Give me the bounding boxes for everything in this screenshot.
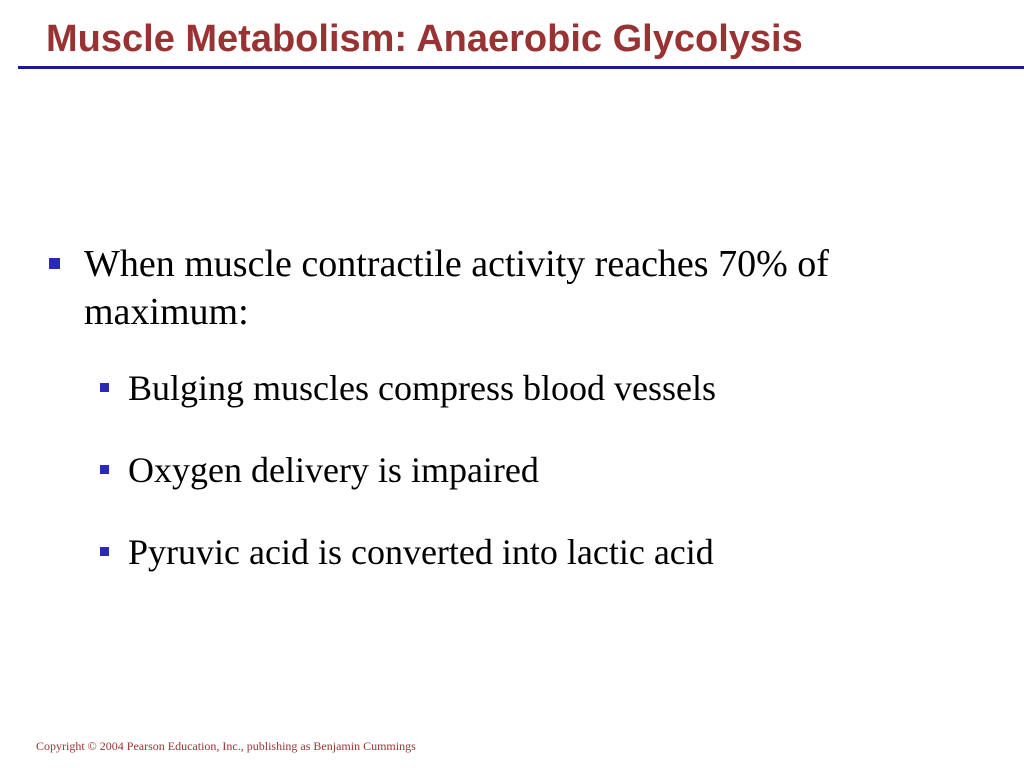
bullet-list [0, 240, 1024, 574]
slide-title: Muscle Metabolism: Anaerobic Glycolysis [46, 18, 803, 60]
copyright-footer: Copyright © 2004 Pearson Education, Inc., publishing as Benjamin Cummings [36, 739, 416, 753]
bullet-text: When muscle contractile activity reaches 70% of maximum: [84, 243, 829, 333]
sub-bullet-item [0, 530, 948, 574]
square-bullet-icon [100, 465, 109, 474]
sub-bullet-item [0, 448, 948, 492]
square-bullet-icon [100, 547, 109, 556]
sub-bullet-text: Bulging muscles compress blood vessels [128, 368, 716, 408]
bullet-item [0, 240, 944, 336]
square-bullet-icon [100, 383, 109, 392]
title-underline [18, 66, 1024, 69]
sub-bullet-text: Pyruvic acid is converted into lactic acid [128, 532, 714, 572]
sub-bullet-item [0, 366, 948, 410]
square-bullet-icon [49, 258, 60, 269]
sub-bullet-text: Oxygen delivery is impaired [128, 450, 539, 490]
